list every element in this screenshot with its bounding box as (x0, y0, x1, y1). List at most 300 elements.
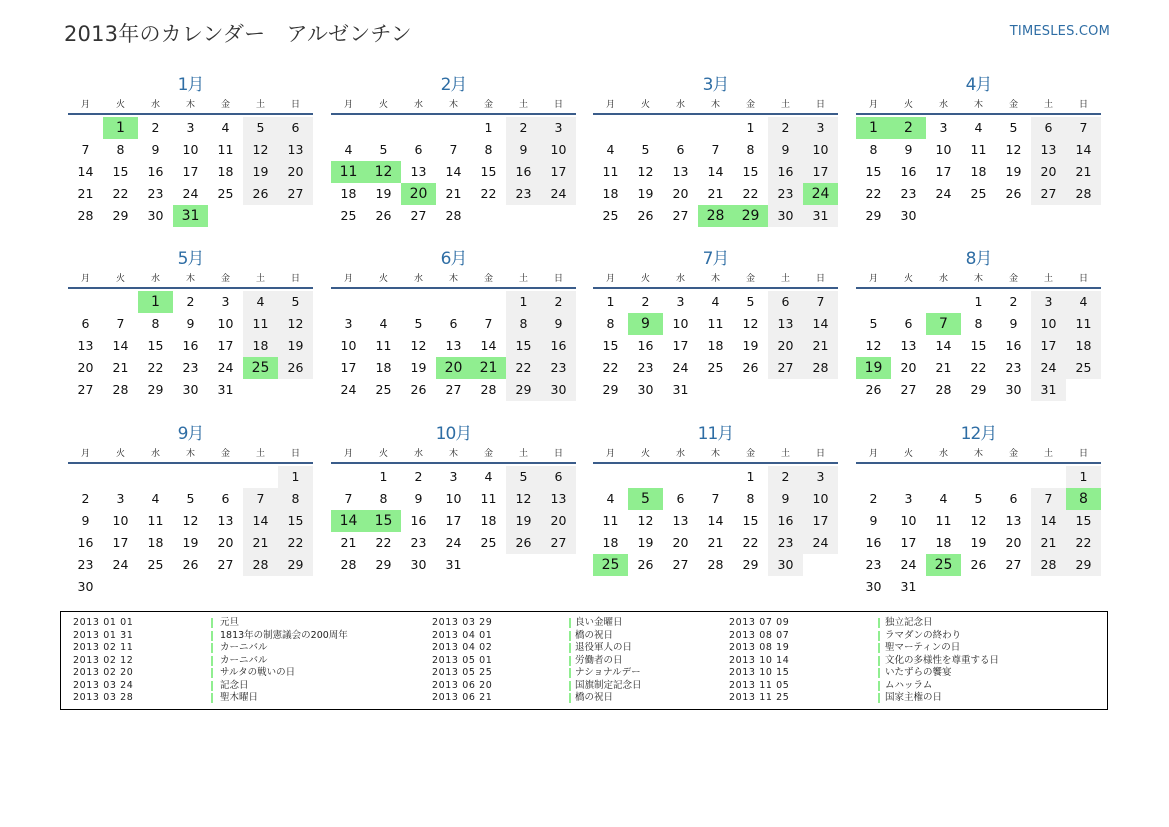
holiday-date: 2013 10 15 (729, 667, 790, 678)
holiday-name: 聖木曜日 (220, 692, 259, 703)
day-cell: 14 (1066, 139, 1101, 161)
empty-cell (593, 466, 628, 488)
weekday-label: 火 (115, 100, 125, 110)
day-cell: 11 (602, 164, 619, 179)
holiday-marker (569, 656, 571, 666)
day-cell: 12 (865, 338, 882, 353)
empty-cell (926, 291, 961, 313)
weekday-label: 木 (185, 100, 195, 110)
day-cell: 4 (606, 491, 615, 506)
day-cell: 30 (541, 379, 576, 401)
day-cell: 25 (147, 557, 164, 572)
month-name: 4月 (965, 75, 992, 95)
weekday-label: 火 (378, 100, 388, 110)
holiday-name: 良い金曜日 (575, 617, 623, 628)
day-cell: 12 (243, 139, 278, 161)
holiday-day-cell: 12 (366, 161, 401, 183)
day-cell: 27 (900, 382, 917, 397)
day-cell: 22 (1066, 532, 1101, 554)
day-cell: 23 (865, 557, 882, 572)
day-cell: 19 (637, 186, 654, 201)
day-cell: 14 (803, 313, 838, 335)
day-cell: 9 (81, 513, 90, 528)
day-cell: 14 (935, 338, 952, 353)
day-cell: 19 (637, 535, 654, 550)
day-cell: 30 (77, 579, 94, 594)
day-cell: 26 (506, 532, 541, 554)
holiday-day-cell: 19 (856, 357, 891, 379)
day-cell: 15 (970, 338, 987, 353)
day-cell: 3 (803, 466, 838, 488)
holiday-date: 2013 06 21 (432, 692, 493, 703)
day-cell: 23 (1005, 360, 1022, 375)
day-cell: 8 (278, 488, 313, 510)
day-cell: 29 (112, 208, 129, 223)
holiday-row (73, 692, 433, 705)
day-cell: 20 (278, 161, 313, 183)
day-cell: 13 (77, 338, 94, 353)
day-grid (331, 115, 576, 227)
day-cell: 27 (768, 357, 803, 379)
day-cell: 5 (414, 316, 423, 331)
day-cell: 2 (768, 466, 803, 488)
day-cell: 7 (449, 142, 458, 157)
site-link[interactable]: TIMESLES.COM (1009, 24, 1110, 39)
weekday-label: 金 (220, 274, 230, 284)
weekday-label: 月 (80, 449, 90, 459)
holiday-name: ナショナルデー (575, 667, 641, 678)
day-cell: 17 (445, 513, 462, 528)
weekday-label: 水 (675, 449, 685, 459)
empty-cell (663, 117, 698, 139)
holiday-date: 2013 10 14 (729, 654, 790, 666)
day-cell: 20 (768, 335, 803, 357)
weekday-label: 木 (973, 449, 983, 459)
day-cell: 15 (602, 338, 619, 353)
holiday-name: 労働者の日 (575, 654, 623, 666)
holiday-marker (211, 693, 213, 703)
weekday-label: 土 (518, 274, 528, 284)
holiday-column (729, 617, 1089, 705)
weekday-label: 日 (553, 274, 563, 284)
day-cell: 18 (935, 535, 952, 550)
holiday-marker (878, 656, 880, 666)
holiday-row (729, 667, 1089, 680)
month-name: 6月 (440, 249, 467, 269)
weekday-label: 土 (780, 100, 790, 110)
holiday-name: ムハッラム (885, 679, 933, 691)
weekday-label: 火 (115, 449, 125, 459)
day-cell: 30 (768, 554, 803, 576)
holiday-date: 2013 03 29 (432, 617, 493, 628)
day-cell: 18 (375, 360, 392, 375)
day-cell: 22 (112, 186, 129, 201)
day-cell: 16 (637, 338, 654, 353)
day-cell: 23 (637, 360, 654, 375)
day-cell: 2 (151, 120, 160, 135)
empty-cell (961, 466, 996, 488)
day-cell: 6 (676, 491, 685, 506)
holiday-name: 記念日 (220, 679, 249, 691)
day-cell: 17 (340, 360, 357, 375)
empty-cell (366, 117, 401, 139)
weekday-label: 火 (115, 274, 125, 284)
day-grid (856, 115, 1101, 227)
day-cell: 9 (869, 513, 878, 528)
day-cell: 18 (243, 335, 278, 357)
empty-cell (628, 117, 663, 139)
month-name: 2月 (440, 75, 467, 95)
day-cell: 14 (707, 513, 724, 528)
holiday-date: 2013 02 11 (73, 642, 134, 653)
day-cell: 10 (112, 513, 129, 528)
holiday-name: 独立記念日 (885, 617, 933, 628)
day-cell: 4 (221, 120, 230, 135)
holiday-date: 2013 11 05 (729, 679, 790, 691)
weekday-header (68, 271, 313, 289)
day-cell: 5 (869, 316, 878, 331)
day-cell: 2 (869, 491, 878, 506)
holiday-day-cell: 9 (628, 313, 663, 335)
day-cell: 17 (1031, 335, 1066, 357)
weekday-label: 金 (1008, 100, 1018, 110)
day-cell: 11 (602, 513, 619, 528)
day-cell: 22 (865, 186, 882, 201)
day-cell: 29 (970, 382, 987, 397)
day-cell: 8 (116, 142, 125, 157)
day-cell: 4 (974, 120, 983, 135)
day-cell: 2 (541, 291, 576, 313)
weekday-label: 土 (255, 100, 265, 110)
day-cell: 29 (506, 379, 541, 401)
holiday-day-cell: 1 (103, 117, 138, 139)
empty-cell (68, 291, 103, 313)
weekday-label: 日 (553, 100, 563, 110)
weekday-label: 日 (815, 449, 825, 459)
day-cell: 17 (112, 535, 129, 550)
day-cell: 22 (506, 357, 541, 379)
weekday-label: 金 (745, 274, 755, 284)
day-cell: 30 (865, 579, 882, 594)
day-cell: 4 (939, 491, 948, 506)
holiday-marker (878, 618, 880, 628)
day-cell: 26 (1005, 186, 1022, 201)
day-cell: 31 (672, 382, 689, 397)
day-cell: 9 (151, 142, 160, 157)
weekday-label: 土 (255, 274, 265, 284)
day-cell: 27 (410, 208, 427, 223)
day-cell: 15 (506, 335, 541, 357)
day-cell: 1 (278, 466, 313, 488)
weekday-label: 木 (973, 274, 983, 284)
day-cell: 28 (445, 208, 462, 223)
day-cell: 7 (81, 142, 90, 157)
holiday-name: 聖マーティンの日 (885, 642, 961, 653)
day-cell: 11 (147, 513, 164, 528)
day-cell: 6 (81, 316, 90, 331)
day-cell: 13 (278, 139, 313, 161)
day-cell: 16 (541, 335, 576, 357)
month-name: 10月 (435, 424, 472, 444)
empty-cell (68, 117, 103, 139)
day-cell: 28 (707, 557, 724, 572)
weekday-label: 金 (745, 449, 755, 459)
day-cell: 10 (541, 139, 576, 161)
month-name: 8月 (965, 249, 992, 269)
weekday-label: 土 (518, 100, 528, 110)
day-cell: 12 (637, 513, 654, 528)
holiday-marker (211, 681, 213, 691)
day-cell: 19 (1005, 164, 1022, 179)
day-cell: 20 (672, 535, 689, 550)
holiday-row (729, 692, 1089, 705)
month-name: 12月 (960, 424, 997, 444)
day-grid (331, 289, 576, 401)
day-cell: 23 (506, 183, 541, 205)
empty-cell (926, 466, 961, 488)
day-cell: 17 (935, 164, 952, 179)
month-name: 1月 (177, 75, 204, 95)
day-grid (593, 289, 838, 401)
holiday-row (729, 617, 1089, 630)
day-cell: 20 (672, 186, 689, 201)
day-cell: 5 (379, 142, 388, 157)
day-cell: 31 (445, 557, 462, 572)
day-cell: 17 (672, 338, 689, 353)
day-cell: 24 (672, 360, 689, 375)
weekday-header (856, 97, 1101, 115)
day-cell: 24 (445, 535, 462, 550)
day-cell: 7 (803, 291, 838, 313)
empty-cell (366, 291, 401, 313)
day-cell: 29 (602, 382, 619, 397)
month-10 (331, 422, 576, 576)
holiday-day-cell: 7 (926, 313, 961, 335)
empty-cell (698, 466, 733, 488)
day-cell: 2 (768, 117, 803, 139)
day-cell: 8 (484, 142, 493, 157)
empty-cell (471, 291, 506, 313)
holiday-row (729, 630, 1089, 643)
day-cell: 4 (711, 294, 720, 309)
day-cell: 19 (375, 186, 392, 201)
holiday-day-cell: 1 (138, 291, 173, 313)
day-cell: 27 (445, 382, 462, 397)
holiday-row (729, 680, 1089, 693)
day-cell: 16 (1005, 338, 1022, 353)
day-cell: 3 (116, 491, 125, 506)
holiday-day-cell: 1 (856, 117, 891, 139)
weekday-label: 月 (80, 100, 90, 110)
day-cell: 9 (186, 316, 195, 331)
day-cell: 15 (480, 164, 497, 179)
day-cell: 22 (278, 532, 313, 554)
day-cell: 26 (742, 360, 759, 375)
weekday-label: 火 (640, 274, 650, 284)
holiday-day-cell: 14 (331, 510, 366, 532)
day-cell: 4 (151, 491, 160, 506)
empty-cell (698, 117, 733, 139)
day-cell: 7 (711, 142, 720, 157)
empty-cell (436, 117, 471, 139)
day-cell: 11 (970, 142, 987, 157)
holiday-marker (878, 643, 880, 653)
weekday-label: 火 (903, 449, 913, 459)
holiday-date: 2013 04 01 (432, 629, 493, 641)
weekday-label: 火 (640, 100, 650, 110)
day-cell: 16 (77, 535, 94, 550)
holiday-name: 1813年の制憲議会の200周年 (220, 629, 348, 641)
day-cell: 30 (1005, 382, 1022, 397)
day-cell: 11 (375, 338, 392, 353)
weekday-label: 日 (553, 449, 563, 459)
holiday-marker (569, 618, 571, 628)
day-cell: 18 (602, 535, 619, 550)
day-cell: 21 (112, 360, 129, 375)
day-cell: 12 (278, 313, 313, 335)
day-cell: 14 (77, 164, 94, 179)
day-cell: 27 (77, 382, 94, 397)
day-cell: 22 (742, 186, 759, 201)
day-cell: 8 (606, 316, 615, 331)
day-cell: 20 (1005, 535, 1022, 550)
day-cell: 23 (768, 532, 803, 554)
month-name: 11月 (697, 424, 734, 444)
day-cell: 29 (278, 554, 313, 576)
holiday-row (73, 680, 433, 693)
day-grid (593, 115, 838, 227)
day-cell: 24 (541, 183, 576, 205)
day-cell: 15 (742, 513, 759, 528)
day-cell: 5 (746, 294, 755, 309)
weekday-label: 日 (1078, 274, 1088, 284)
holiday-row (73, 642, 433, 655)
weekday-label: 金 (1008, 449, 1018, 459)
weekday-label: 水 (413, 449, 423, 459)
day-cell: 3 (904, 491, 913, 506)
empty-cell (68, 466, 103, 488)
day-cell: 14 (1031, 510, 1066, 532)
day-cell: 19 (742, 338, 759, 353)
holiday-name: 国家主権の日 (885, 692, 943, 703)
holiday-day-cell: 24 (803, 183, 838, 205)
day-cell: 22 (375, 535, 392, 550)
holiday-column (73, 617, 433, 705)
day-cell: 3 (803, 117, 838, 139)
day-cell: 9 (414, 491, 423, 506)
day-cell: 10 (182, 142, 199, 157)
day-cell: 4 (344, 142, 353, 157)
day-cell: 18 (1066, 335, 1101, 357)
day-cell: 12 (637, 164, 654, 179)
empty-cell (856, 291, 891, 313)
day-cell: 22 (742, 535, 759, 550)
month-name: 5月 (177, 249, 204, 269)
day-cell: 11 (1066, 313, 1101, 335)
empty-cell (593, 117, 628, 139)
day-cell: 1 (1066, 466, 1101, 488)
holiday-list (60, 611, 1108, 710)
empty-cell (436, 291, 471, 313)
month-5 (68, 247, 313, 401)
empty-cell (856, 466, 891, 488)
weekday-label: 木 (448, 274, 458, 284)
month-8 (856, 247, 1101, 401)
weekday-label: 水 (675, 274, 685, 284)
day-cell: 13 (541, 488, 576, 510)
holiday-marker (878, 681, 880, 691)
day-cell: 25 (217, 186, 234, 201)
day-cell: 5 (278, 291, 313, 313)
holiday-date: 2013 07 09 (729, 617, 790, 628)
day-cell: 30 (182, 382, 199, 397)
holiday-marker (569, 668, 571, 678)
day-cell: 10 (935, 142, 952, 157)
day-cell: 5 (243, 117, 278, 139)
day-grid (593, 464, 838, 576)
day-cell: 29 (147, 382, 164, 397)
month-name: 7月 (702, 249, 729, 269)
day-cell: 26 (970, 557, 987, 572)
day-cell: 24 (340, 382, 357, 397)
weekday-label: 月 (605, 100, 615, 110)
day-cell: 9 (768, 488, 803, 510)
day-cell: 18 (480, 513, 497, 528)
day-cell: 10 (1031, 313, 1066, 335)
weekday-label: 土 (780, 274, 790, 284)
day-cell: 4 (606, 142, 615, 157)
holiday-date: 2013 05 25 (432, 667, 493, 678)
day-cell: 15 (742, 164, 759, 179)
day-cell: 26 (375, 208, 392, 223)
day-cell: 27 (1031, 183, 1066, 205)
day-cell: 28 (803, 357, 838, 379)
weekday-label: 火 (903, 100, 913, 110)
day-cell: 1 (746, 120, 755, 135)
day-cell: 26 (865, 382, 882, 397)
holiday-day-cell: 28 (698, 205, 733, 227)
holiday-day-cell: 29 (733, 205, 768, 227)
day-cell: 8 (379, 491, 388, 506)
day-cell: 19 (970, 535, 987, 550)
weekday-header (593, 446, 838, 464)
day-cell: 7 (116, 316, 125, 331)
day-cell: 6 (676, 142, 685, 157)
empty-cell (103, 291, 138, 313)
weekday-header (331, 271, 576, 289)
day-cell: 13 (217, 513, 234, 528)
day-cell: 10 (803, 488, 838, 510)
weekday-label: 月 (80, 274, 90, 284)
weekday-label: 火 (378, 449, 388, 459)
day-cell: 7 (711, 491, 720, 506)
day-cell: 16 (182, 338, 199, 353)
day-cell: 9 (904, 142, 913, 157)
weekday-label: 月 (605, 274, 615, 284)
holiday-date: 2013 11 25 (729, 692, 790, 703)
weekday-label: 日 (1078, 449, 1088, 459)
weekday-header (331, 97, 576, 115)
day-cell: 23 (541, 357, 576, 379)
holiday-name: ラマダンの終わり (885, 629, 962, 641)
weekday-header (331, 446, 576, 464)
day-cell: 26 (243, 183, 278, 205)
day-cell: 21 (707, 535, 724, 550)
empty-cell (243, 466, 278, 488)
day-cell: 5 (506, 466, 541, 488)
day-cell: 31 (1031, 379, 1066, 401)
holiday-date: 2013 02 20 (73, 667, 134, 678)
